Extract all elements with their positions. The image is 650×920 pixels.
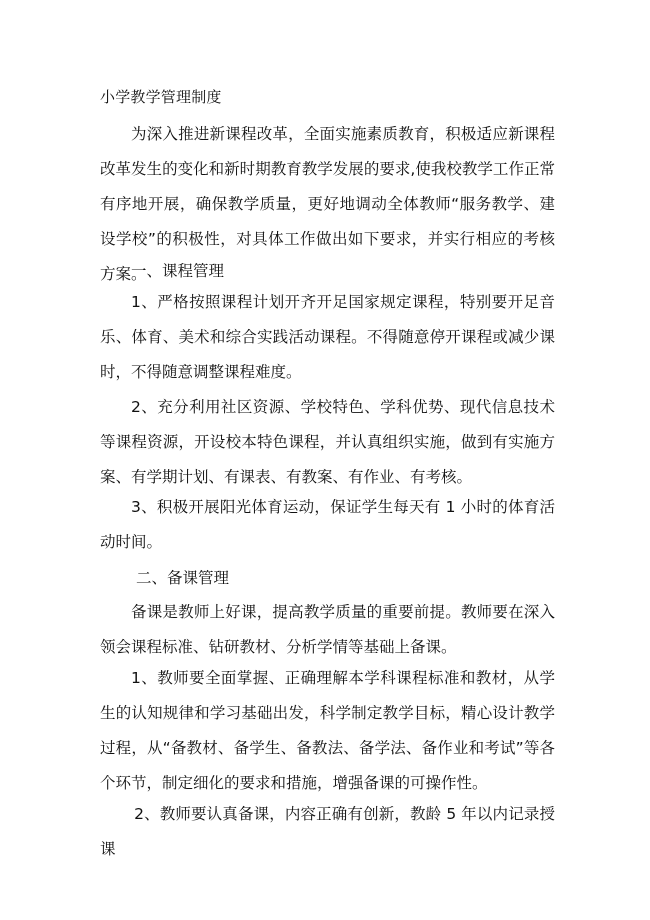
course-item-1: 1、严格按照课程计划开齐开足国家规定课程，特别要开足音乐、体育、美术和综合实践活动课程。不得随意停开课程或减少课时，不得随意调整课程难度。: [100, 293, 555, 381]
lesson-prep-intro: 备课是教师上好课，提高教学质量的重要前提。教师要在深入领会课程标准、钻研教材、分析学情等基础上备课。: [100, 603, 555, 656]
section-heading-course: 一、课程管理: [131, 262, 225, 280]
lesson-prep-item-1: 1、教师要全面掌握、正确理解本学科课程标准和教材，从学生的认知规律和学习基础出发，科学制定教学目标，精心设计教学过程，从“备教材、备学生、备教法、备学法、备作业和考试”等各个环节，制定细化的要求和措施，增强备课的可操作性。: [100, 669, 555, 792]
document-title: 小学教学管理制度: [100, 88, 222, 106]
lesson-prep-item-2: 2、教师要认真备课，内容正确有创新，教龄 5 年以内记录授课: [100, 805, 555, 858]
intro-paragraph: 为深入推进新课程改革，全面实施素质教育，积极适应新课程改革发生的变化和新时期教育教学发展的要求,使我校教学工作正常有序地开展，确保教学质量，更好地调动全体教师“服务教学、建设学校”的积极性，对具体工作做出如下要求，并实行相应的考核方案。: [100, 125, 555, 283]
course-item-2: 2、充分利用社区资源、学校特色、学科优势、现代信息技术等课程资源，开设校本特色课程，并认真组织实施，做到有实施方案、有学期计划、有课表、有教案、有作业、有考核。: [100, 398, 555, 486]
course-item-3: 3、积极开展阳光体育运动，保证学生每天有 1 小时的体育活动时间。: [100, 498, 555, 551]
section-heading-lesson-prep: 二、备课管理: [136, 569, 230, 587]
